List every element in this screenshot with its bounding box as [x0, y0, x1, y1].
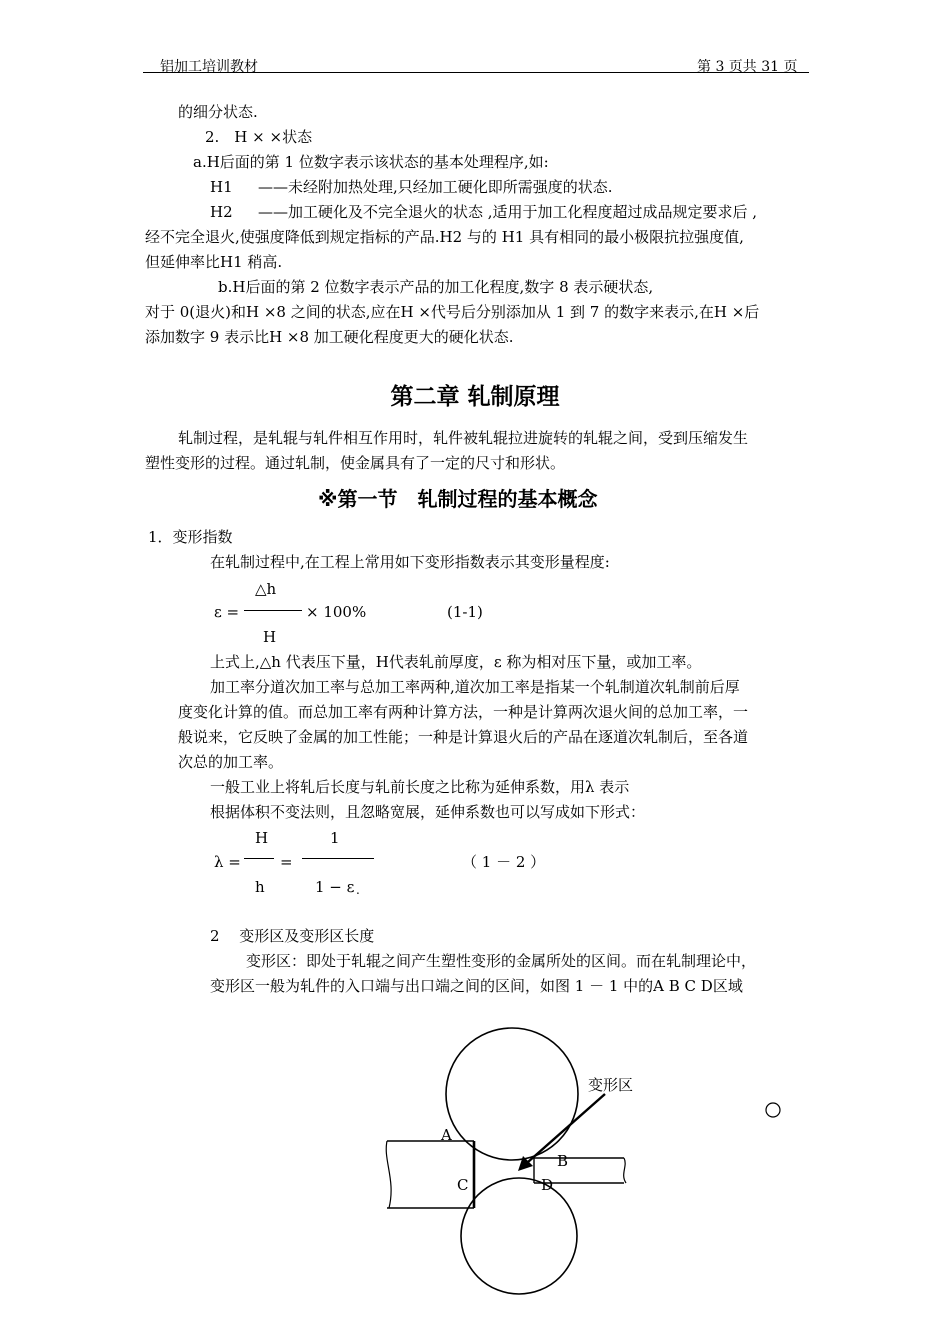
text-line-3: a.H后面的第 1 位数字表示该状态的基本处理程序,如: — [193, 153, 549, 171]
formula2-numerator-2: 1 — [330, 829, 340, 847]
formula1-number: (1-1) — [447, 603, 483, 621]
item1-para3: 一般工业上将轧后长度与轧前长度之比称为延伸系数，用λ 表示 — [210, 778, 630, 796]
item2-para-line1: 变形区：即处于轧辊之间产生塑性变形的金属所处的区间。而在轧制理论中， — [246, 952, 757, 970]
formula2-numerator-1: H — [255, 829, 269, 847]
text-line-5-code: H2 — [210, 203, 233, 221]
label-c: C — [457, 1176, 469, 1194]
label-b: B — [557, 1152, 569, 1170]
item1-para4: 根据体积不变法则，且忽略宽展，延伸系数也可以写成如下形式： — [210, 803, 646, 821]
formula2-number: （ 1 － 2 ） — [462, 853, 546, 871]
formula1-rhs: × 100% — [306, 603, 367, 621]
text-line-1: 的细分状态. — [178, 103, 258, 121]
text-line-5: ——加工硬化及不完全退火的状态 ,适用于加工化程度超过成品规定要求后 , — [258, 203, 758, 221]
text-line-4-code: H1 — [210, 178, 233, 196]
text-line-4: ——未经附加热处理,只经加工硬化即所需强度的状态. — [258, 178, 613, 196]
chapter-title: 第二章 轧制原理 — [390, 384, 560, 410]
formula2-lhs: λ = — [214, 853, 241, 871]
header-right: 第 3 页共 31 页 — [697, 59, 798, 75]
formula2-denominator-2: 1 − ε — [315, 878, 355, 896]
margin-circle-mark — [766, 1103, 780, 1117]
item1-after-formula: 上式上,△h 代表压下量，H代表轧前厚度，ε 称为相对压下量，或加工率。 — [210, 653, 702, 671]
formula1-numerator: △h — [255, 580, 277, 598]
formula2-denominator-tail: . — [356, 883, 360, 897]
upper-roll — [446, 1028, 578, 1160]
text-line-9: 对于 0(退火)和H ×8 之间的状态,应在H ×代号后分别添加从 1 到 7 的数字来表示,在H ×后 — [145, 303, 760, 321]
item1-para2-line3: 般说来，它反映了金属的加工性能；一种是计算退火后的产品在逐道次轧制后，至各道 — [178, 728, 749, 746]
strip-entry-break — [386, 1141, 391, 1208]
label-deformation-zone: 变形区 — [588, 1076, 634, 1094]
item2-para-line2: 变形区一般为轧件的入口端与出口端之间的区间，如图 1 － 1 中的A B C D区域 — [210, 977, 743, 995]
item1-para2-line1: 加工率分道次加工率与总加工率两种,道次加工率是指某一个轧制道次轧制前后厚 — [210, 678, 740, 696]
strip-exit-break — [624, 1158, 626, 1183]
lower-roll — [461, 1178, 577, 1294]
text-line-6: 经不完全退火,使强度降低到规定指标的产品.H2 与的 H1 具有相同的最小极限抗拉强度值, — [145, 228, 744, 246]
text-line-8: b.H后面的第 2 位数字表示产品的加工化程度,数字 8 表示硬状态, — [218, 278, 654, 296]
formula1-lhs: ε = — [214, 603, 240, 621]
intro-line-2: 塑性变形的过程。通过轧制，使金属具有了一定的尺寸和形状。 — [145, 454, 566, 472]
header-left: 铝加工培训教材 — [160, 59, 258, 75]
intro-line-1: 轧制过程，是轧辊与轧件相互作用时，轧件被轧辊拉进旋转的轧辊之间，受到压缩发生 — [178, 429, 749, 447]
text-line-10: 添加数字 9 表示比H ×8 加工硬化程度更大的硬化状态. — [145, 328, 514, 346]
section-title: ※第一节 轧制过程的基本概念 — [318, 487, 598, 511]
item1-title: 1．变形指数 — [148, 528, 233, 546]
formula2-denominator-1: h — [255, 878, 265, 896]
text-line-7: 但延伸率比H1 稍高. — [145, 253, 283, 271]
text-line-2: 2. H × ×状态 — [205, 128, 313, 146]
item1-desc: 在轧制过程中,在工程上常用如下变形指数表示其变形量程度: — [210, 553, 610, 571]
formula1-denominator: H — [263, 628, 277, 646]
item1-para2-line4: 次总的加工率。 — [178, 753, 284, 771]
item2-title: 2 变形区及变形区长度 — [210, 927, 375, 945]
label-d: D — [541, 1176, 554, 1194]
label-a: A — [441, 1126, 452, 1144]
formula2-equals: = — [280, 853, 293, 871]
item1-para2-line2: 度变化计算的值。而总加工率有两种计算方法，一种是计算两次退火间的总加工率，一 — [178, 703, 749, 721]
